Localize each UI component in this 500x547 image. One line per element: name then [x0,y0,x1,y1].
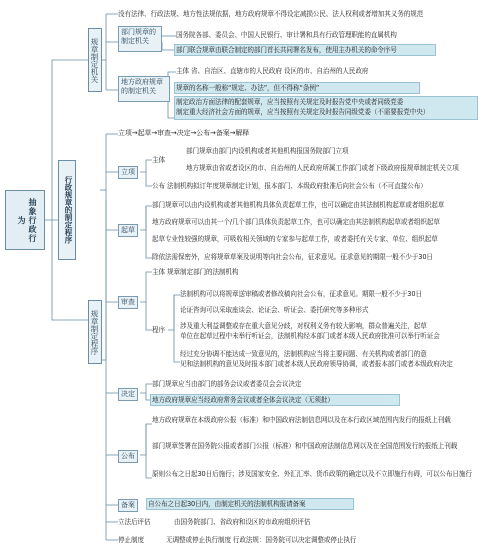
stop-label: 停止制度 [118,536,144,544]
shencha-item-3: 单位在起草过程中未举行听证会，法制机构经本部门或者本级人民政府批准可以举行听证会 [180,332,440,340]
qicao-item-1: 地方政府规章可以由其一个/几个部门具体负责起草工作，也可以确定由其法制机构起草或者组织起草 [152,218,440,226]
section-procedure: 行政规章的制定程序 [58,160,76,260]
label-dept-authority: 部门规章的制定机关 [118,26,162,52]
regulation-intro: 没有法律、行政法规、地方性法规依据，地方政府规章不得设定减损公民、法人权利或者增加其义务的规范 [118,10,424,18]
jueding-item-0: 部门规章应当由部门的部务会议或者委员会会议决定 [152,380,302,388]
evaluation-label: 立法后评估 [118,518,151,526]
shencha-item-5: 见和法制机构的意见及时报本部门或者本级人民政府领导协调，或者报本部门或者本级政府决定 [180,360,453,368]
stage-jueding: 决定 [118,388,138,401]
qicao-item-3: 除依法需保密外，应将规章草案及说明等向社会公布，征求意见。征求意见的期限一般不少于30日 [152,253,433,261]
gongbu-item-2: 原则公布之日起30日后施行；涉及国家安全、外汇汇率、货币政策的确定以及不立即施行有碍，可以公布日施行 [152,470,472,478]
qicao-item-2: 起草专业性较强的规章，可吸收相关领域的专家参与起草工作，或者委托有关专家、单位、组织起草 [152,235,438,243]
qicao-item-0: 部门规章可以由内设机构或者其他机构具体负责起草工作，也可以确定由其法制机构起草或者组织起草 [152,201,445,209]
root-node: 抽象行政行为 [5,190,45,250]
procedure-flow: 立项→起草→审查→决定→公布→备案→解释 [118,129,250,137]
local-item-3: 制定重大经济社会方面的规章，应当按照有关规定及时报告同级党委（不需要报党中央） [176,108,430,116]
stop-text: 无调整或停止执行制度 行政法规：国务院可以决定调整或停止执行 [166,536,357,544]
lixiang-item-1: 部门规章由部门内设机构或者其他机构报国务院部门立项 [186,147,349,155]
gongbu-item-1: 部门规章签署在国务院公报或者部门公报（标准）和中国政府法制信息网以及在全国范围发行的报纸上刊载 [152,442,458,450]
evaluation-text: 由国务院部门、省政府和设区的市政府组织评估 [174,518,311,526]
stage-gongbu: 公布 [118,450,138,463]
gongbu-item-0: 地方政府规章在本级政府公报（标准）和中国政府法制信息网以及在本行政区域范围内发行的报纸上刊载 [152,416,451,424]
shencha-subject: 主体 规章制定部门的法制机构 [152,268,239,276]
stage-lixiang: 立项 [118,166,138,179]
shencha-item-0: 法制机构可以将规章送审稿或者修改稿向社会公布，征求意见。期限一般不少于30日 [180,290,422,298]
lixiang-subject: 主体 [152,156,165,164]
local-item-1: 规章的名称一般称“规定、办法”，但不得称“条例” [176,84,320,92]
section-procedure-sub: 规章制定程序 [88,300,102,364]
section-regulation-authority: 规章制定机关 [88,28,102,92]
local-item-2: 制定政治方面法律的配套规章，应当按照有关规定及时报告党中央或者同级党委 [176,98,404,106]
jueding-item-1: 地方政府规章应当经政府常务会议或者全体会议决定（无须批） [152,396,334,404]
shencha-item-1: 论证咨询可以采取座谈会、论证会、听证会、委托研究等多种形式 [180,306,369,314]
lixiang-item-2: 地方规章由省或者设区的市、自治州的人民政府所属工作部门或者下级政府报规章制定机关立项 [186,164,459,172]
dept-item-0: 国务院各部、委员会、中国人民银行、审计署和具有行政管理职能的直属机构 [176,31,397,39]
shencha-process-label: 程序 [152,326,165,334]
beian-text: 自公布之日起30日内，由制定机关的法制机构报请备案 [148,500,306,508]
label-local-authority: 地方政府规章的制定机关 [118,76,170,102]
shencha-item-4: 经过充分协调不能达成一致意见的，法制机构应当将主要问题、有关机构或者部门的意 [180,350,427,358]
shencha-item-2: 涉及重大利益调整或存在重大意见分歧，对权利义务有较大影响，群众普遍关注，起草 [180,322,427,330]
stage-shencha: 审查 [118,296,138,309]
local-item-0: 主体 省、自治区、直辖市的人民政府 设区的市、自治州的人民政府 [176,67,369,75]
dept-item-1: 部门联合规章由联合制定的部门首长共同署名发布，使用主办机关的命令序号 [176,46,397,54]
stage-beian: 备案 [118,499,138,512]
lixiang-item-3: 公布 法制机构拟订年度规章制定计划，报本部门、本级政府批准后向社会公布（不可直接公布） [152,182,427,190]
stage-qicao: 起草 [118,224,138,237]
